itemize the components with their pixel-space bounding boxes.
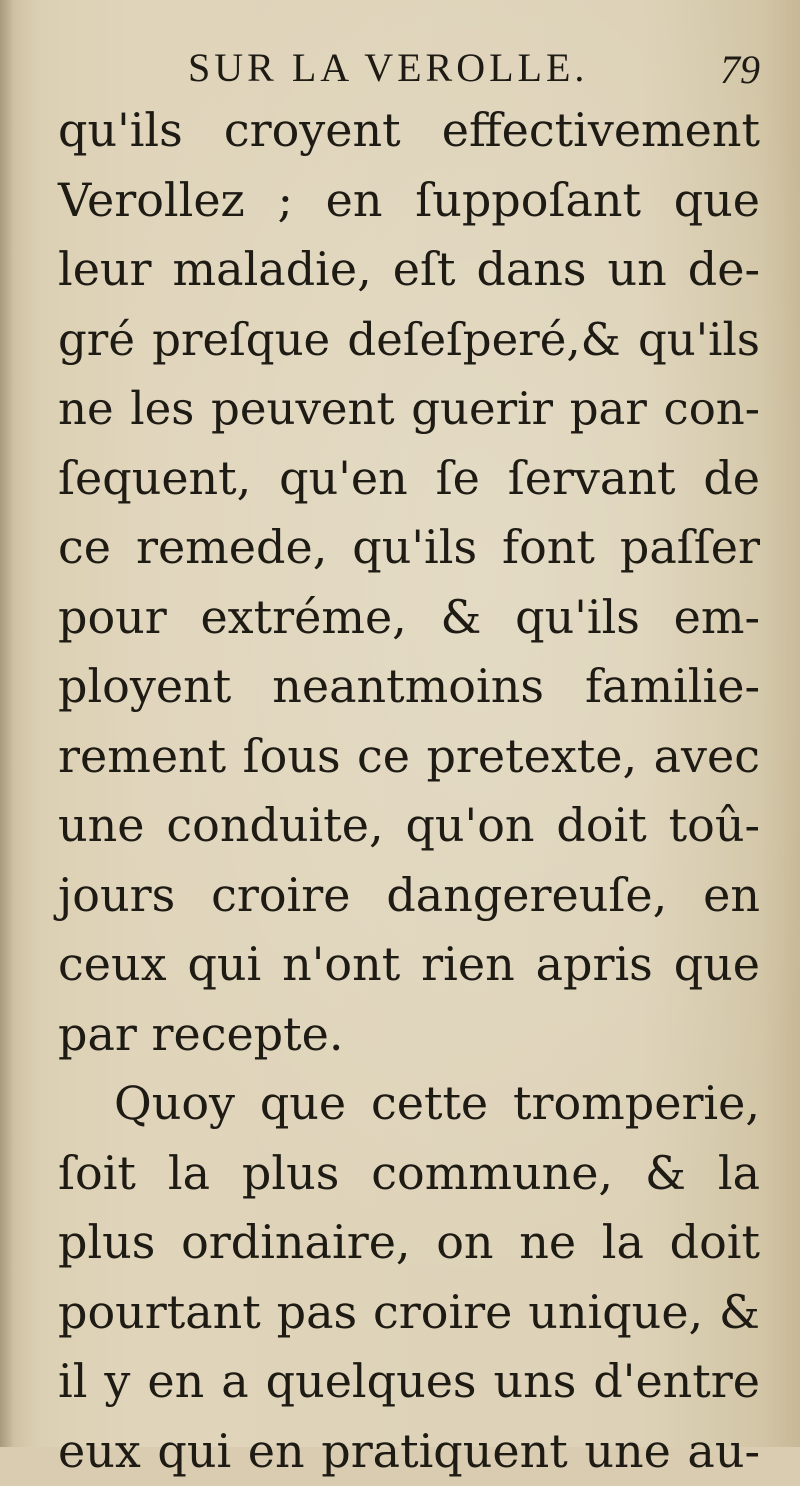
text-line: gré preſque deſeſperé,& qu'ils (58, 305, 760, 375)
text-line: rement ſous ce pretexte, avec (58, 722, 760, 792)
text-line: une conduite, qu'on doit toû- (58, 791, 760, 861)
text-line: plus ordinaire, on ne la doit (58, 1208, 760, 1278)
page-number: 79 (720, 44, 760, 96)
text-line: ne les peuvent guerir par con- (58, 374, 760, 444)
text-line: ſequent, qu'en ſe ſervant de (58, 444, 760, 514)
text-line: pour extréme, & qu'ils em- (58, 583, 760, 653)
text-line: ſoit la plus commune, & la (58, 1139, 760, 1209)
text-line: Verollez ; en ſuppoſant que (58, 166, 760, 236)
running-head (60, 42, 760, 102)
text-line: ce remede, qu'ils font paſſer (58, 513, 760, 583)
text-body (58, 96, 760, 1486)
text-line: jours croire dangereuſe, en (58, 861, 760, 931)
text-line-paragraph-end: par recepte. (58, 1000, 760, 1070)
text-line: ployent neantmoins familie- (58, 652, 760, 722)
running-head-title: SUR LA VEROLLE. (188, 42, 588, 94)
page-gutter-shadow (0, 0, 14, 1447)
text-line: il y en a quelques uns d'entre (58, 1347, 760, 1417)
text-line: qu'ils croyent effectivement (58, 96, 760, 166)
text-line: ceux qui n'ont rien apris que (58, 930, 760, 1000)
text-line: leur maladie, eſt dans un de- (58, 235, 760, 305)
text-line: eux qui en pratiquent une au- (58, 1417, 760, 1486)
text-line: pourtant pas croire unique, & (58, 1278, 760, 1348)
text-line-paragraph-start: Quoy que cette tromperie, (58, 1069, 760, 1139)
